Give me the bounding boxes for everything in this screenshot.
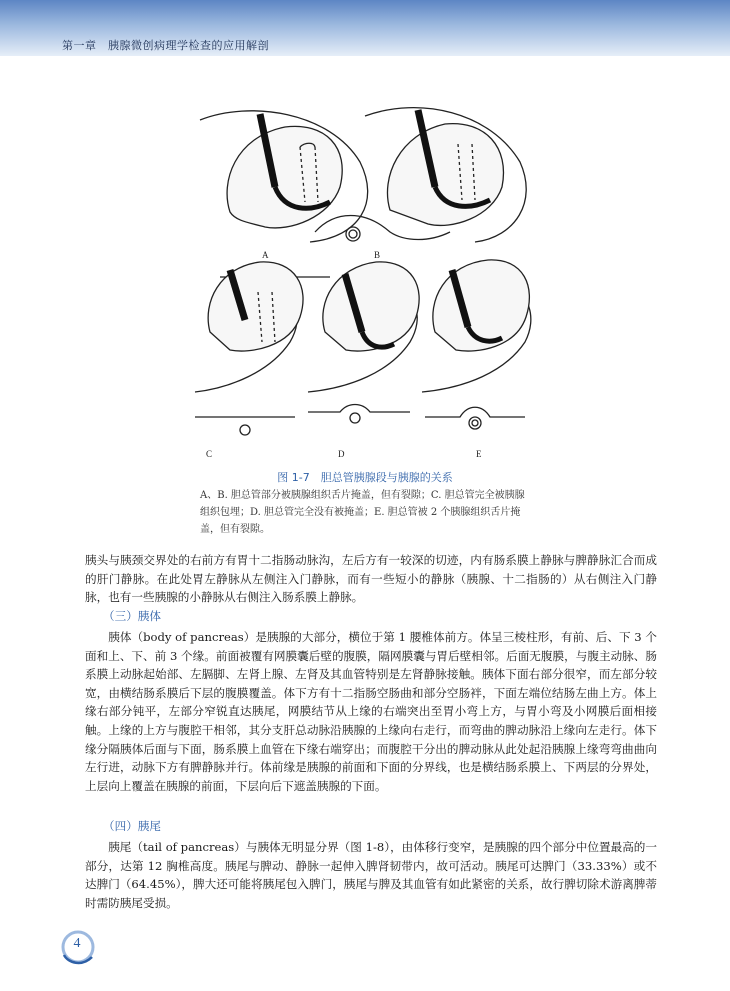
paragraph-pancreas-tail [85, 838, 657, 912]
chapter-title: 第一章 胰腺微创病理学检查的应用解剖 [62, 39, 269, 52]
panel-label-a: A [262, 250, 269, 260]
panel-c-drawing [195, 262, 303, 435]
section-heading-pancreas-body: （三）胰体 [103, 609, 161, 623]
paragraph-text: 胰尾（tail of pancreas）与胰体无明显分界（图 1-8），由体移行变窄，是胰腺的四个部分中位置最高的一部分，达第 12 胸椎高度。胰尾与脾动、静脉一起伸入脾肾韧带内，故可活动。胰尾可达脾门（33.33%）或不达脾门（64.45%），脾大还可能将胰尾包入脾门，胰尾与脾及其血管有如此紧密的关系，故行脾切除术游离脾蒂时需防胰尾受损。 [85, 840, 657, 910]
section-heading-pancreas-tail: （四）胰尾 [103, 819, 161, 833]
figure-caption: 图 1-7 胆总管胰腺段与胰腺的关系 [277, 471, 453, 484]
panel-label-b: B [374, 250, 381, 260]
figure-1-7 [190, 92, 540, 470]
paragraph-text: 胰体（body of pancreas）是胰腺的大部分，横位于第 1 腰椎体前方。体呈三棱柱形，有前、后、下 3 个面和上、下、前 3 个缘。前面被覆有网膜囊后壁的腹膜，隔网膜囊与胃后壁相邻。后面无腹膜，与腹主动脉、肠系膜上动脉起始部、左膈脚、左肾上腺、左肾及其血管特别是左肾静脉接触。胰体下面右部分很窄，而左部分较宽，由横结肠系膜后下层的腹膜覆盖。体下方有十二指肠空肠曲和部分空肠袢，下面左端位结肠左曲上方。体上缘右部分钝平，左部分窄锐直达胰尾，网膜结节从上缘的右端突出至胃小弯上方，与胃小弯及小网膜后面相接触。上缘的上方与腹腔干相邻，其分支肝总动脉沿胰腺的上缘向右走行，而弯曲的脾动脉沿上缘向左走行。体下缘分隔胰体后面与下面，肠系膜上血管在下缘右端穿出；而腹腔干分出的脾动脉从此处起沿胰腺上缘弯弯曲曲向左行进，动脉下方有脾静脉并行。体前缘是胰腺的前面和下面的分界线，也是横结肠系膜上、下两层的分界处，上层向上覆盖在胰腺的前面，下层向后下遮盖胰腺的下面。 [85, 630, 657, 793]
paragraph-pancreas-body [85, 628, 657, 795]
page-number: 4 [73, 936, 81, 951]
panel-label-d: D [338, 449, 345, 459]
panel-label-e: E [476, 449, 482, 459]
panel-a-drawing [200, 111, 368, 277]
panel-label-c: C [206, 449, 213, 459]
figure-note: A、B. 胆总管部分被胰腺组织舌片掩盖，但有裂隙；C. 胆总管完全被胰腺组织包埋；D. 胆总管完全没有被掩盖；E. 胆总管被 2 个胰腺组织舌片掩盖，但有裂隙。 [200, 490, 525, 535]
paragraph-portal-vein [85, 551, 657, 607]
panel-e-drawing [422, 260, 531, 429]
panel-d-drawing [308, 262, 419, 423]
paragraph-text: 胰头与胰颈交界处的右前方有胃十二指肠动脉沟，左后方有一较深的切迹，内有肠系膜上静脉与脾静脉汇合而成的肝门静脉。在此处胃左静脉从左侧注入门静脉，而有一些短小的静脉（胰腺、十二指肠的）从右侧注入门静脉，也有一些胰腺的小静脉从右侧注入肠系膜上静脉。 [85, 553, 657, 605]
panel-b-drawing [315, 108, 526, 242]
figure-drawing [190, 92, 540, 470]
